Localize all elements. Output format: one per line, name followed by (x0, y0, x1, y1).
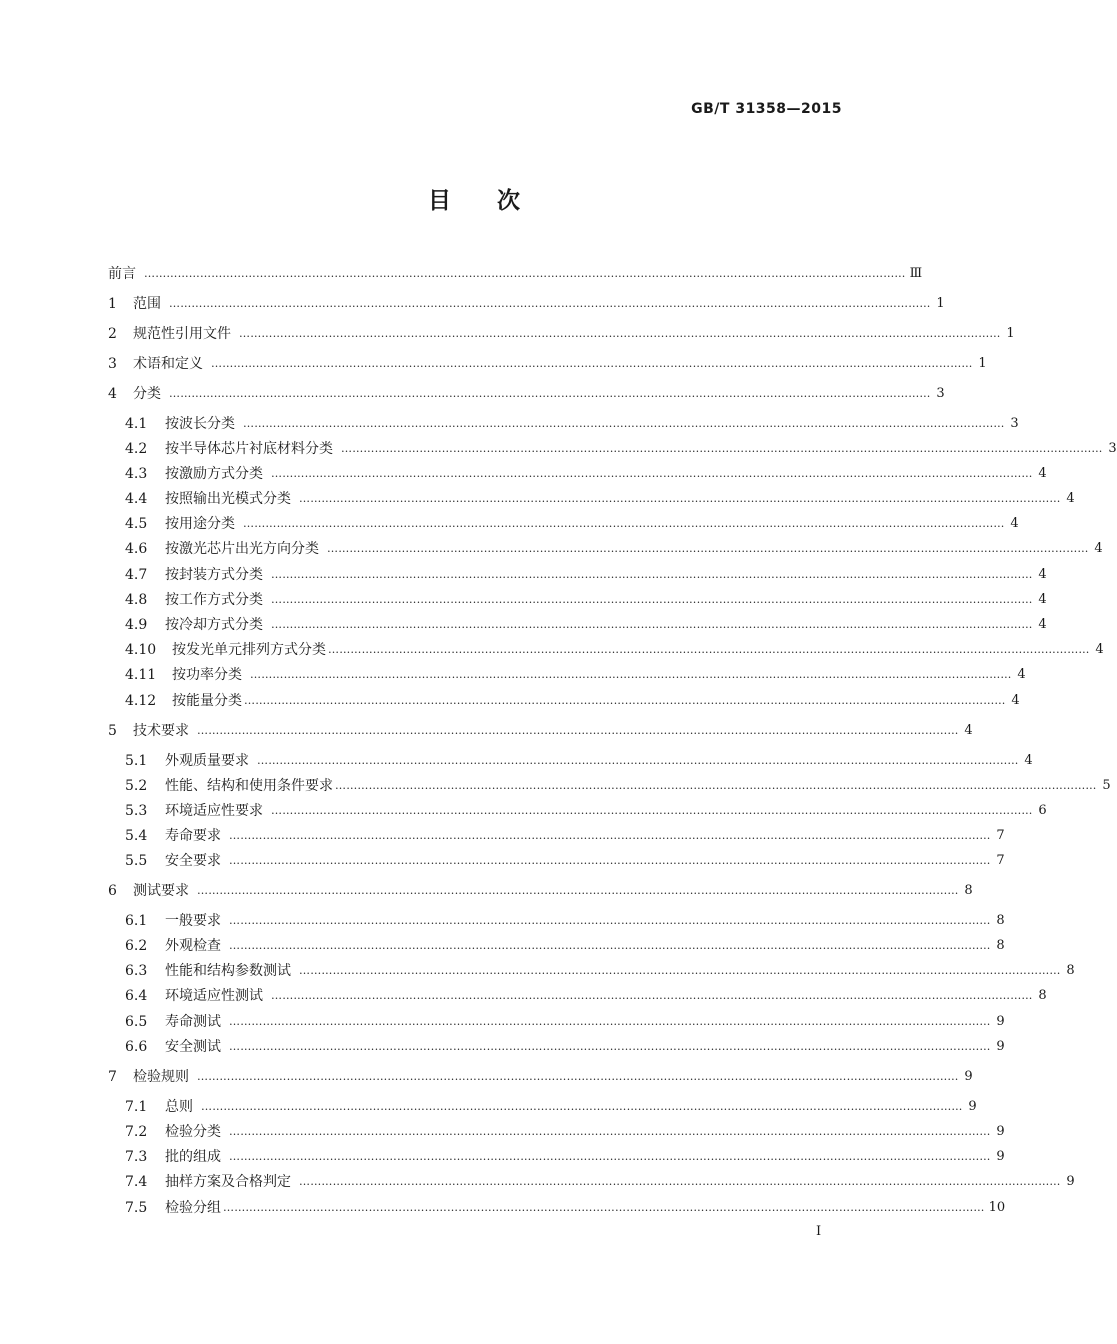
dot-leader: …………………………………………………………………………………………………………………………………………………………………………………… (328, 643, 1090, 656)
toc-entry-page: 10 (988, 1200, 1006, 1215)
dot-leader: …………………………………………………………………………………………………………………………………………………………………………………… (271, 804, 1033, 817)
toc-entry[interactable] (125, 1097, 977, 1117)
toc-entry[interactable] (125, 691, 1020, 711)
toc-entry-title: 检验分组 (165, 1200, 221, 1216)
toc-entry-title: 一般要求 (165, 913, 221, 929)
toc-entry-page: 9 (968, 1099, 977, 1114)
toc-entry-page: 8 (1038, 988, 1047, 1003)
toc-entry-number: 4.5 (125, 516, 148, 532)
toc-entry-page: 4 (964, 723, 973, 738)
toc-entry[interactable] (125, 1037, 1005, 1057)
toc-entry-page: 4 (1017, 667, 1026, 682)
toc-entry-title: 批的组成 (165, 1149, 221, 1165)
toc-entry-title: 按能量分类 (172, 693, 242, 709)
toc-entry-page: 4 (1038, 617, 1047, 632)
toc-entry-page: 9 (964, 1069, 973, 1084)
toc-entry-page: 9 (1066, 1174, 1075, 1189)
toc-entry-page: 6 (1038, 803, 1047, 818)
toc-entry-number: 4 (108, 386, 117, 402)
toc-entry-title: 分类 (133, 386, 161, 402)
toc-entry-title: 前言 (108, 266, 136, 282)
toc-entry-title: 环境适应性要求 (165, 803, 263, 819)
toc-entry[interactable] (108, 721, 973, 741)
toc-entry-page: 4 (1024, 753, 1033, 768)
toc-entry-title: 规范性引用文件 (133, 326, 231, 342)
dot-leader: …………………………………………………………………………………………………………………………………………………………………………………… (271, 989, 1033, 1002)
toc-entry-page: 4 (1038, 592, 1047, 607)
dot-leader: …………………………………………………………………………………………………………………………………………………………………………………… (250, 668, 1012, 681)
dot-leader: …………………………………………………………………………………………………………………………………………………………………………………… (169, 297, 931, 310)
toc-entry-number: 6.3 (125, 963, 148, 979)
toc-entry-title: 外观检查 (165, 938, 221, 954)
toc-entry-title: 术语和定义 (133, 356, 203, 372)
toc-entry-title: 按工作方式分类 (165, 592, 263, 608)
toc-entry[interactable] (125, 776, 1111, 796)
toc-entry-page: 1 (936, 296, 945, 311)
toc-entry-title: 范围 (133, 296, 161, 312)
toc-entry-number: 4.1 (125, 416, 148, 432)
toc-entry-page: 4 (1094, 541, 1103, 556)
toc-entry-page: 4 (1095, 642, 1104, 657)
toc-entry-page: 4 (1038, 466, 1047, 481)
toc-entry-number: 5.4 (125, 828, 148, 844)
toc-entry-number: 5.5 (125, 853, 148, 869)
toc-entry[interactable] (125, 936, 1005, 956)
dot-leader: …………………………………………………………………………………………………………………………………………………………………………………… (271, 618, 1033, 631)
toc-entry[interactable] (125, 464, 1047, 484)
toc-entry-number: 5.2 (125, 778, 148, 794)
dot-leader: …………………………………………………………………………………………………………………………………………………………………………………… (229, 1015, 991, 1028)
toc-entry-title: 按半导体芯片衬底材料分类 (165, 441, 333, 457)
standard-code: GB/T 31358—2015 (691, 101, 842, 117)
toc-entry-number: 4.10 (125, 642, 157, 658)
toc-entry-title: 检验规则 (133, 1069, 189, 1085)
toc-entry[interactable] (125, 826, 1005, 846)
dot-leader: …………………………………………………………………………………………………………………………………………………………………………………… (201, 1100, 963, 1113)
toc-entry-title: 按激光芯片出光方向分类 (165, 541, 319, 557)
dot-leader: …………………………………………………………………………………………………………………………………………………………………………………… (229, 829, 991, 842)
toc-entry-page: 9 (996, 1124, 1005, 1139)
title-char-2: 次 (497, 188, 522, 214)
toc-entry-page: 8 (964, 883, 973, 898)
toc-entry-title: 抽样方案及合格判定 (165, 1174, 291, 1190)
toc-entry-page: 3 (936, 386, 945, 401)
toc-entry-number: 7.3 (125, 1149, 148, 1165)
toc-entry-title: 按照输出光模式分类 (165, 491, 291, 507)
toc-entry-number: 4.3 (125, 466, 148, 482)
toc-entry[interactable] (108, 264, 923, 284)
toc-entry-title: 按波长分类 (165, 416, 235, 432)
dot-leader: …………………………………………………………………………………………………………………………………………………………………………………… (229, 914, 991, 927)
toc-entry-number: 4.7 (125, 567, 148, 583)
toc-entry-title: 检验分类 (165, 1124, 221, 1140)
toc-entry[interactable] (125, 615, 1047, 635)
toc-entry[interactable] (125, 665, 1026, 685)
toc-entry[interactable] (108, 881, 973, 901)
toc-entry-page: 4 (1066, 491, 1075, 506)
dot-leader: …………………………………………………………………………………………………………………………………………………………………………………… (243, 417, 1005, 430)
toc-entry[interactable] (125, 539, 1103, 559)
toc-entry-number: 6.5 (125, 1014, 148, 1030)
toc-entry-title: 环境适应性测试 (165, 988, 263, 1004)
toc-entry-number: 4.8 (125, 592, 148, 608)
toc-entry-page: 4 (1010, 516, 1019, 531)
toc-entry-number: 5 (108, 723, 117, 739)
toc-entry[interactable] (125, 565, 1047, 585)
dot-leader: …………………………………………………………………………………………………………………………………………………………………………………… (327, 542, 1089, 555)
dot-leader: …………………………………………………………………………………………………………………………………………………………………………………… (271, 467, 1033, 480)
toc-entry[interactable] (125, 439, 1117, 459)
page-title (0, 182, 950, 215)
toc-entry[interactable] (125, 1012, 1005, 1032)
dot-leader: …………………………………………………………………………………………………………………………………………………………………………………… (144, 267, 906, 280)
toc-entry-title: 性能、结构和使用条件要求 (165, 778, 333, 794)
toc-entry-number: 7.1 (125, 1099, 148, 1115)
toc-entry-page: 3 (1108, 441, 1117, 456)
dot-leader: …………………………………………………………………………………………………………………………………………………………………………………… (211, 357, 973, 370)
toc-entry[interactable] (125, 911, 1005, 931)
toc-entry-page: 4 (1011, 693, 1020, 708)
toc-entry[interactable] (125, 1198, 1006, 1218)
dot-leader: …………………………………………………………………………………………………………………………………………………………………………………… (229, 1040, 991, 1053)
toc-entry[interactable] (125, 1172, 1075, 1192)
dot-leader: …………………………………………………………………………………………………………………………………………………………………………………… (244, 694, 1006, 707)
title-char-1: 目 (428, 188, 453, 214)
toc-entry-number: 5.3 (125, 803, 148, 819)
dot-leader: …………………………………………………………………………………………………………………………………………………………………………………… (229, 939, 991, 952)
toc-entry-number: 4.2 (125, 441, 148, 457)
toc-entry[interactable] (125, 986, 1047, 1006)
toc-entry-title: 按激励方式分类 (165, 466, 263, 482)
toc-entry[interactable] (125, 489, 1075, 509)
toc-entry-number: 3 (108, 356, 117, 372)
toc-entry-title: 按用途分类 (165, 516, 235, 532)
toc-entry-number: 7.5 (125, 1200, 148, 1216)
toc-entry-number: 4.9 (125, 617, 148, 633)
toc-entry-title: 技术要求 (133, 723, 189, 739)
dot-leader: …………………………………………………………………………………………………………………………………………………………………………………… (169, 387, 931, 400)
toc-entry[interactable] (125, 1147, 1005, 1167)
toc-entry-page: 3 (1010, 416, 1019, 431)
toc-entry[interactable] (125, 851, 1005, 871)
toc-entry-number: 7.2 (125, 1124, 148, 1140)
toc-entry-title: 寿命要求 (165, 828, 221, 844)
toc-entry-title: 总则 (165, 1099, 193, 1115)
toc-entry[interactable] (108, 294, 945, 314)
toc-entry-number: 6.2 (125, 938, 148, 954)
dot-leader: …………………………………………………………………………………………………………………………………………………………………………………… (243, 517, 1005, 530)
dot-leader: …………………………………………………………………………………………………………………………………………………………………………………… (271, 593, 1033, 606)
toc-entry-number: 6.1 (125, 913, 148, 929)
toc-entry-number: 7.4 (125, 1174, 148, 1190)
dot-leader: …………………………………………………………………………………………………………………………………………………………………………………… (229, 1150, 991, 1163)
dot-leader: …………………………………………………………………………………………………………………………………………………………………………………… (229, 1125, 991, 1138)
toc-entry-page: Ⅲ (909, 266, 923, 281)
toc-entry-title: 安全要求 (165, 853, 221, 869)
toc-entry-title: 按冷却方式分类 (165, 617, 263, 633)
toc-entry-page: 8 (1066, 963, 1075, 978)
toc-entry[interactable] (125, 640, 1104, 660)
toc-entry-number: 1 (108, 296, 117, 312)
toc-entry-number: 7 (108, 1069, 117, 1085)
toc-entry-title: 测试要求 (133, 883, 189, 899)
toc-entry-page: 7 (996, 828, 1005, 843)
toc-entry[interactable] (125, 414, 1019, 434)
toc-entry-page: 5 (1102, 778, 1111, 793)
toc-entry-title: 外观质量要求 (165, 753, 249, 769)
toc-entry[interactable] (125, 590, 1047, 610)
dot-leader: …………………………………………………………………………………………………………………………………………………………………………………… (271, 568, 1033, 581)
toc-entry[interactable] (125, 801, 1047, 821)
toc-entry-number: 4.4 (125, 491, 148, 507)
dot-leader: …………………………………………………………………………………………………………………………………………………………………………………… (223, 1201, 985, 1214)
toc-entry[interactable] (125, 514, 1019, 534)
toc-entry-number: 5.1 (125, 753, 148, 769)
toc-entry-title: 按发光单元排列方式分类 (172, 642, 326, 658)
toc-entry-title: 按功率分类 (172, 667, 242, 683)
toc-entry-number: 4.11 (125, 667, 157, 683)
toc-entry[interactable] (108, 354, 987, 374)
dot-leader: …………………………………………………………………………………………………………………………………………………………………………………… (299, 492, 1061, 505)
toc-entry[interactable] (125, 961, 1075, 981)
toc-entry[interactable] (108, 384, 945, 404)
toc-entry[interactable] (125, 1122, 1005, 1142)
toc-entry-page: 9 (996, 1149, 1005, 1164)
toc-entry-number: 4.12 (125, 693, 157, 709)
dot-leader: …………………………………………………………………………………………………………………………………………………………………………………… (299, 964, 1061, 977)
toc-entry-title: 按封装方式分类 (165, 567, 263, 583)
toc-entry-page: 8 (996, 938, 1005, 953)
toc-entry-page: 1 (1006, 326, 1015, 341)
dot-leader: …………………………………………………………………………………………………………………………………………………………………………………… (239, 327, 1001, 340)
dot-leader: …………………………………………………………………………………………………………………………………………………………………………………… (229, 854, 991, 867)
toc-entry-number: 4.6 (125, 541, 148, 557)
dot-leader: …………………………………………………………………………………………………………………………………………………………………………………… (197, 724, 959, 737)
dot-leader: …………………………………………………………………………………………………………………………………………………………………………………… (299, 1175, 1061, 1188)
toc-entry-title: 性能和结构参数测试 (165, 963, 291, 979)
toc-entry-page: 1 (978, 356, 987, 371)
page-number: I (816, 1224, 822, 1239)
toc-entry[interactable] (108, 1067, 973, 1087)
toc-entry-page: 4 (1038, 567, 1047, 582)
toc-entry-page: 7 (996, 853, 1005, 868)
toc-entry-page: 8 (996, 913, 1005, 928)
dot-leader: …………………………………………………………………………………………………………………………………………………………………………………… (257, 754, 1019, 767)
toc-entry-page: 9 (996, 1014, 1005, 1029)
toc-entry-number: 6.6 (125, 1039, 148, 1055)
dot-leader: …………………………………………………………………………………………………………………………………………………………………………………… (335, 779, 1097, 792)
toc-entry[interactable] (125, 751, 1033, 771)
toc-entry-title: 寿命测试 (165, 1014, 221, 1030)
dot-leader: …………………………………………………………………………………………………………………………………………………………………………………… (197, 1070, 959, 1083)
toc-entry-title: 安全测试 (165, 1039, 221, 1055)
toc-entry-number: 6 (108, 883, 117, 899)
toc-entry-number: 2 (108, 326, 117, 342)
dot-leader: …………………………………………………………………………………………………………………………………………………………………………………… (341, 442, 1103, 455)
toc-entry-number: 6.4 (125, 988, 148, 1004)
toc-entry-page: 9 (996, 1039, 1005, 1054)
dot-leader: …………………………………………………………………………………………………………………………………………………………………………………… (197, 884, 959, 897)
toc-entry[interactable] (108, 324, 1015, 344)
